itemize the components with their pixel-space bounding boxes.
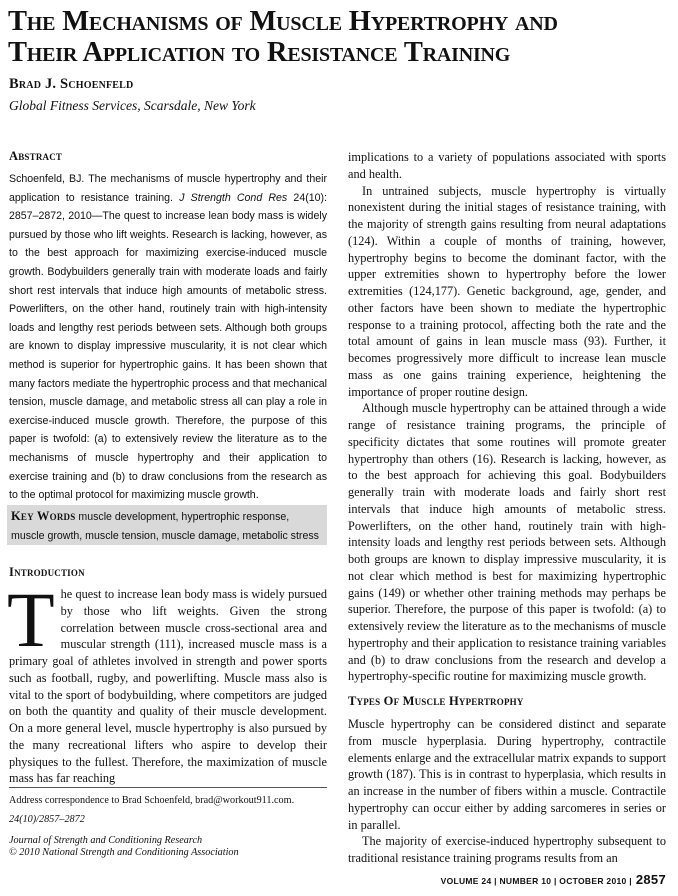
article-title-line-2: Their Application to Resistance Training [8,37,511,68]
key-words-label: Key Words [11,509,76,523]
introduction-body: he quest to increase lean body mass is widely pursued by those who lift weights. Given the strong correlation between muscle cross-sectional area and muscular strength (111), increased muscle mass is a primary goal of athletes involved in strength and power sports such as football, rugby, and powerlifting. Muscle mass also is vital to the sport of bodybuilding, where competitors are judged on both the quantity and quality of their muscle development. On a more general level, muscle hypertrophy is also pursued by the many recreational lifters who aspire to develop their physiques to the fullest. Therefore, the maximization of muscle mass has far reaching [9,587,327,786]
correspondence-note: Address correspondence to Brad Schoenfeld, brad@workout911.com. [9,795,295,806]
right-column-bottom [348,716,666,867]
abstract-journal-citation: J Strength Cond Res [179,191,288,204]
page-number: 2857 [635,872,666,887]
issue-info: VOLUME 24 | NUMBER 10 | OCTOBER 2010 | [440,876,632,886]
types-of-hypertrophy-heading: Types Of Muscle Hypertrophy [348,694,524,708]
page-footer [441,872,666,887]
abstract-body: 24(10): 2857–2872, 2010—The quest to increase lean body mass is widely pursued by those who lift weights. Research is lacking, however, as to the best approach for maximizing exercise-induced muscle growth. Bodybuilders generally train with moderate loads and fairly short rest intervals that induce high amounts of metabolic stress. Powerlifters, on the other hand, routinely train with high-intensity loads and lengthy rest periods between sets. Although both groups are known to display impressive muscularity, it is not clear which method is superior for hypertrophic gains. It has been shown that many factors mediate the hypertrophic process and that mechanical tension, muscle damage, and metabolic stress all can play a role in exercise-induced muscle growth. Therefore, the purpose of this paper is twofold: (a) to extensively review the literature as to the mechanisms of muscle hypertrophy and their application to exercise training and (b) to draw conclusions from the research as to the optimal protocol for maximizing muscle growth. [9,191,327,502]
volume-pages-note: 24(10)/2857–2872 [9,814,85,825]
drop-cap: T [7,576,55,663]
body-paragraph-1: In untrained subjects, muscle hypertrophy is virtually nonexistent during the initial stages of resistance training, with the majority of strength gains resulting from neural adaptations (124). Within a couple of months of training, however, hypertrophy begins to become the dominant factor, with the upper extremities shown to hypertrophy before the lower extremities (124,177). Genetic background, age, gender, and other factors have been shown to mediate the hypertrophic response to a training protocol, affecting both the rate and the total amount of gains in lean muscle mass (93). Further, it becomes progressively more difficult to increase lean muscle mass as one gains training experience, heightening the importance of proper routine design. [348,183,666,399]
body-paragraph-2: Although muscle hypertrophy can be attained through a wide range of resistance training programs, the principle of specificity dictates that some routines will promote greater hypertrophy than others (16). Research is lacking, however, as to the best approach for achieving this goal. Bodybuilders generally train with moderate loads and fairly short rest intervals that induce high amounts of metabolic stress. Powerlifters, on the other hand, routinely train with high-intensity loads and lengthy rest periods between sets. Although both groups are known to display impressive muscularity, it is not clear which method is best for maximizing hypertrophic gains (149) or whether other training methods may perhaps be superior. Therefore, the purpose of this paper is twofold: (a) to extensively review the literature as to the mechanisms of muscle hypertrophy and their application to resistance training variables and (b) to draw conclusions from the research and develop a hypertrophy-specific routine for maximizing muscle growth. [348,401,666,684]
introduction-heading: Introduction [9,565,85,579]
copyright-note: © 2010 National Strength and Conditioning Association [9,847,239,858]
author-name: Brad J. Schoenfeld [9,76,134,92]
body-paragraph-4: The majority of exercise-induced hypertrophy subsequent to traditional resistance training programs results from an [348,834,666,865]
footnote-divider [9,787,327,788]
abstract-text [9,170,327,505]
key-words-box [7,505,327,545]
article-title-line-1: The Mechanisms of Muscle Hypertrophy and [8,6,558,37]
body-paragraph-3: Muscle hypertrophy can be considered distinct and separate from muscle hyperplasia. During hypertrophy, contractile elements enlarge and the extracellular matrix expands to support growth (187). This is in contrast to hyperplasia, which results in an increase in the number of fibers within a muscle. Contractile hypertrophy can occur either by adding sarcomeres in series or in parallel. [348,717,666,832]
introduction-text [7,576,327,787]
right-column-top [348,149,666,685]
article-title [8,6,668,68]
abstract-lead: Schoenfeld, BJ. The mechanisms of muscle hypertrophy and their application to resistance training. [9,173,327,204]
journal-name-note: Journal of Strength and Conditioning Research [9,835,203,846]
author-affiliation: Global Fitness Services, Scarsdale, New York [9,98,256,113]
abstract-heading: Abstract [9,149,63,163]
continued-paragraph: implications to a variety of populations associated with sports and health. [348,150,666,181]
key-words-text: muscle development, hypertrophic response, muscle growth, muscle tension, muscle damage, metabolic stress [11,511,319,542]
